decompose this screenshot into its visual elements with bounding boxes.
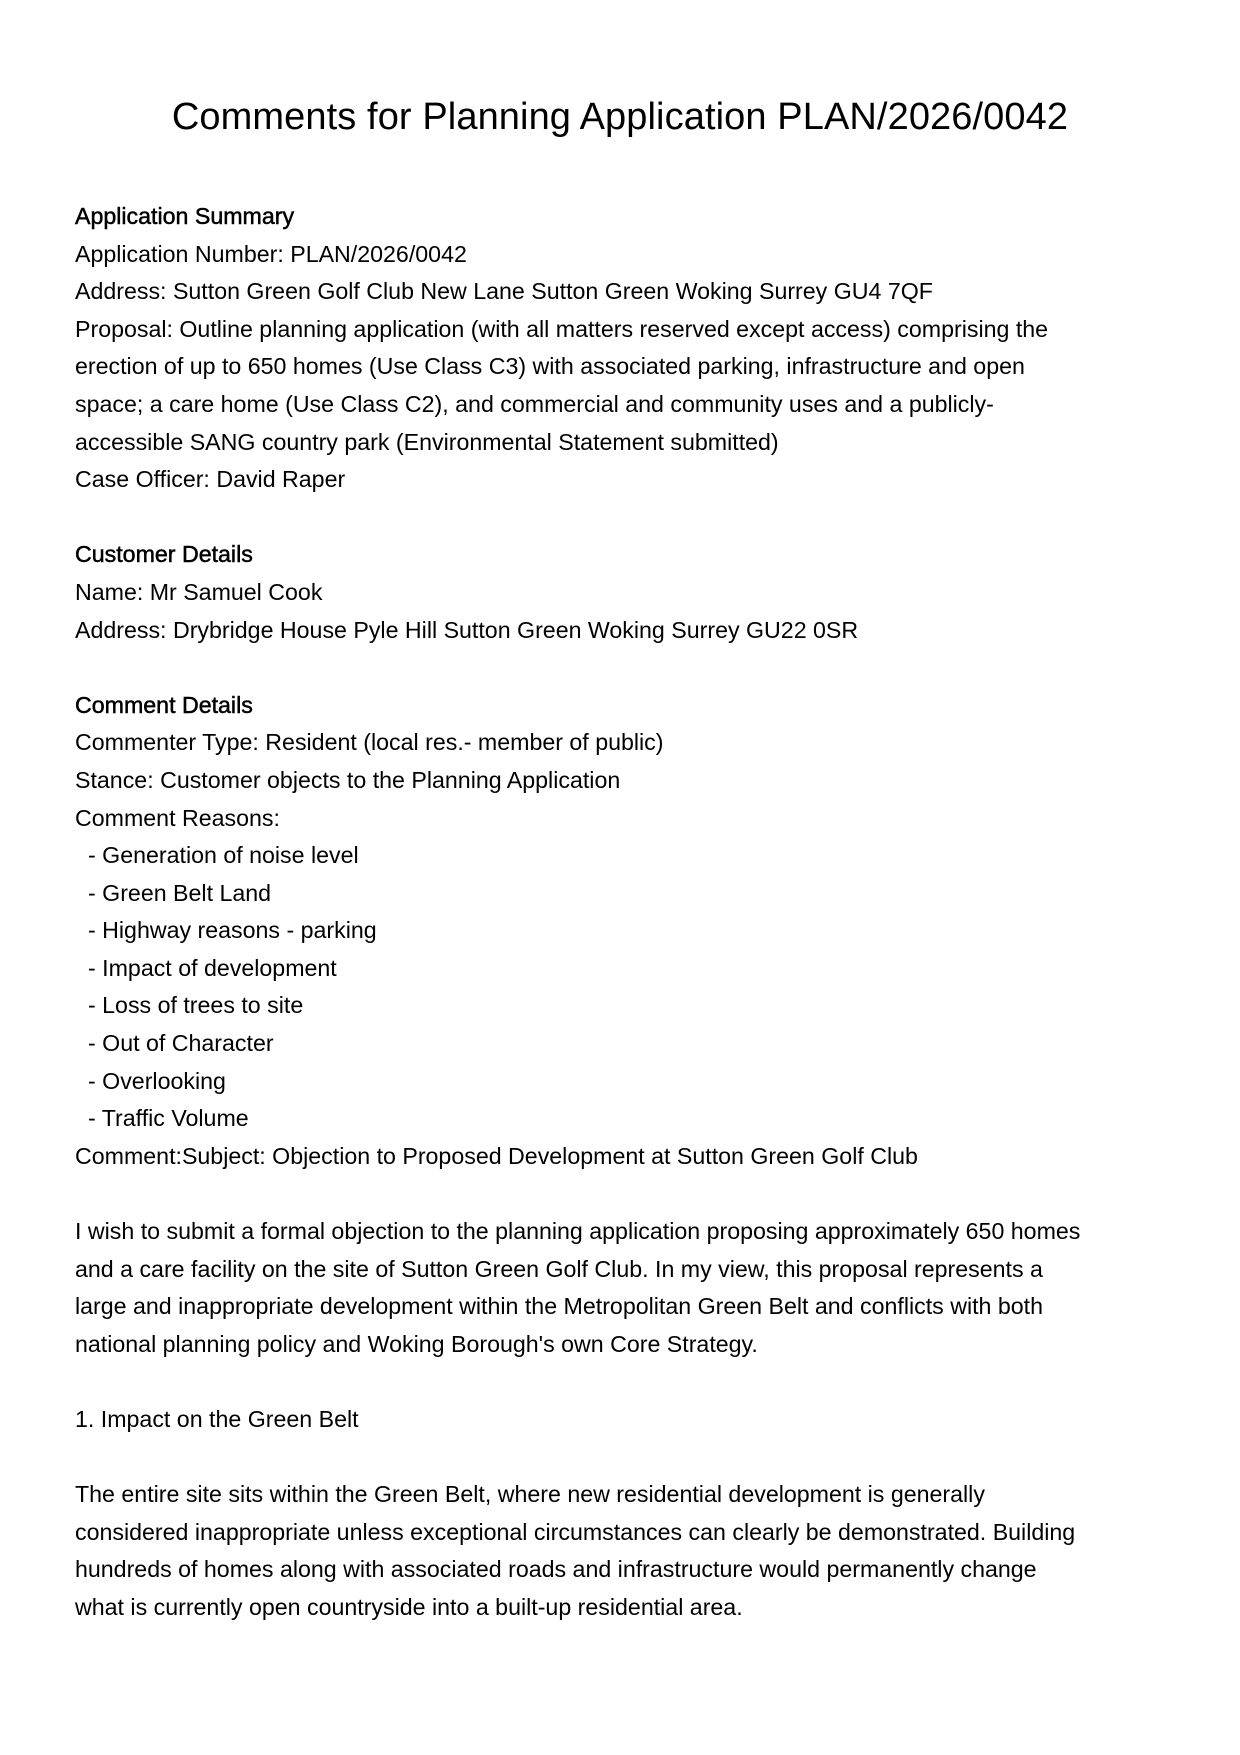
paragraph-line: national planning policy and Woking Borough's own Core Strategy. [75,1330,758,1357]
comment-subject: Comment:Subject: Objection to Proposed Development at Sutton Green Golf Club [75,1142,918,1169]
spacer [75,499,1175,537]
customer-address: Address: Drybridge House Pyle Hill Sutton Green Woking Surrey GU22 0SR [75,616,859,643]
body-paragraph-1 [75,1213,1175,1363]
comment-reason-item: - Green Belt Land [88,879,272,906]
page-title: Comments for Planning Application PLAN/2026/0042 [171,96,1069,138]
proposal-line: space; a care home (Use Class C2), and commercial and community uses and a publicly- [75,390,994,417]
comment-details-heading: Comment Details [75,691,253,718]
paragraph-line: considered inappropriate unless exceptional circumstances can clearly be demonstrated. Building [75,1518,1076,1545]
document-content [75,198,1175,1627]
proposal-line: erection of up to 650 homes (Use Class C3) with associated parking, infrastructure and open [75,353,1025,380]
comment-reasons-list [75,837,1175,1138]
comment-details-section [75,687,1175,1176]
spacer [75,1363,1175,1401]
application-number: Application Number: PLAN/2026/0042 [75,240,467,267]
comment-body [75,1213,1175,1627]
section-heading-green-belt: 1. Impact on the Green Belt [75,1406,359,1432]
paragraph-line: large and inappropriate development within the Metropolitan Green Belt and conflicts with both [75,1293,1044,1320]
body-paragraph-2 [75,1476,1175,1626]
comment-reason-item: - Overlooking [88,1067,226,1094]
customer-name: Name: Mr Samuel Cook [75,578,323,605]
paragraph-line: what is currently open countryside into a built-up residential area. [75,1593,743,1620]
application-summary-heading: Application Summary [75,203,295,229]
comment-reason-item: - Traffic Volume [88,1105,249,1132]
paragraph-line: The entire site sits within the Green Belt, where new residential development is generally [75,1481,985,1508]
spacer [75,1175,1175,1213]
application-summary-section [75,198,1175,499]
comment-reason-item: - Impact of development [88,954,337,981]
stance: Stance: Customer objects to the Planning Application [75,766,621,793]
comment-reasons-label: Comment Reasons: [75,804,280,831]
comment-reason-item: - Generation of noise level [88,842,359,869]
proposal-line: Proposal: Outline planning application (with all matters reserved except access) comprising the [75,315,1049,342]
proposal-line: accessible SANG country park (Environmental Statement submitted) [75,428,779,455]
spacer [75,1439,1175,1477]
comment-reason-item: - Loss of trees to site [88,992,304,1019]
paragraph-line: and a care facility on the site of Sutton Green Golf Club. In my view, this proposal represents a [75,1255,1043,1282]
spacer [75,649,1175,687]
paragraph-line: I wish to submit a formal objection to the planning application proposing approximately 650 homes [75,1218,1081,1245]
comment-reason-item: - Highway reasons - parking [88,917,377,944]
customer-details-section [75,536,1175,649]
application-address: Address: Sutton Green Golf Club New Lane Sutton Green Woking Surrey GU4 7QF [75,278,933,305]
commenter-type: Commenter Type: Resident (local res.- member of public) [75,729,664,756]
comment-reason-item: - Out of Character [88,1030,274,1057]
paragraph-line: hundreds of homes along with associated roads and infrastructure would permanently change [75,1556,1037,1583]
case-officer: Case Officer: David Raper [75,466,346,493]
customer-details-heading: Customer Details [75,541,253,568]
